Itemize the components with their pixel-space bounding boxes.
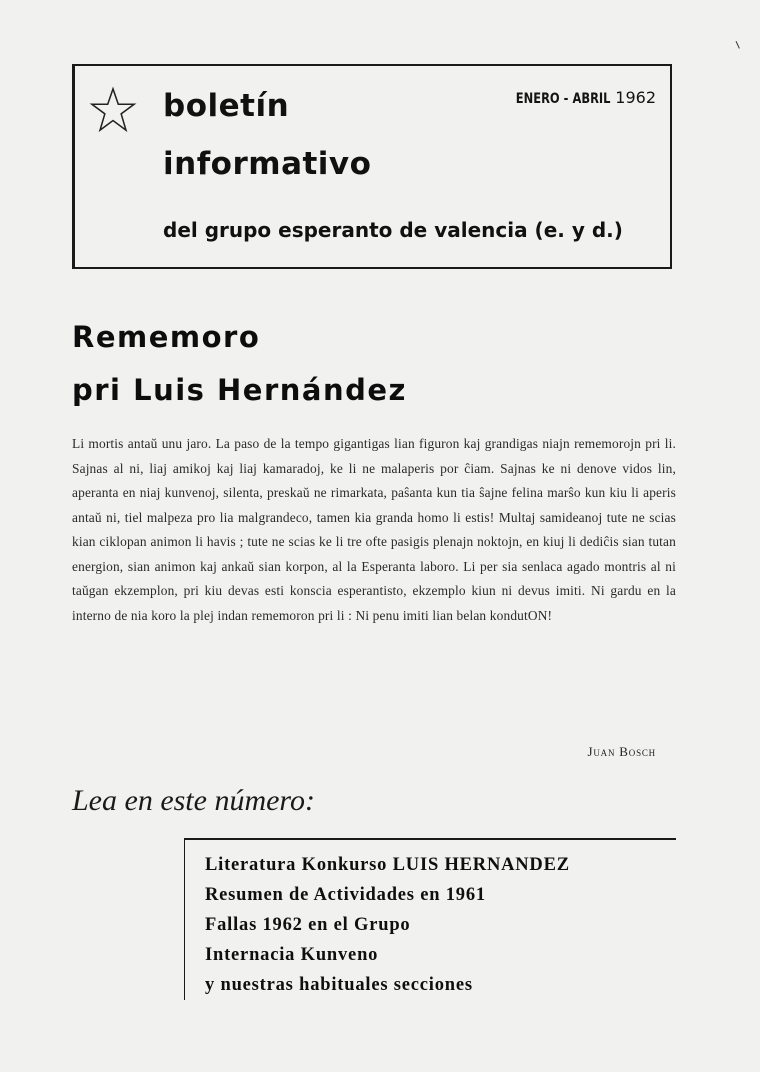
article-body: Li mortis antaŭ unu jaro. La paso de la tempo gigantigas lian figuron kaj grandigas niajn rememorojn pri li. Sajnas al ni, liaj amikoj kaj liaj kamaradoj, ke li ne malaperis por ĉiam. Sajnas ke ni denove vidos lin, aperanta en niaj kunvenoj, silenta, preskaŭ ne rimarkata, paŝanta kun tia ŝajne felina marŝo kun kiu li aperis antaŭ ni, tiel malpeza pro lia malgrandeco, tamen kia granda homo li estis! Multaj samideanoj tute ne scias kian ciklopan animon li havis ; tute ne scias ke li tre ofte pasigis plenajn noktojn, en kiuj li dediĉis sian tutan energion, sian animon kaj ankaŭ sian korpon, al la Esperanta laboro. Li per sia senlaca agado montris al ni taŭgan ekzemplon, pri kiu devas esti konscia esperantisto, ekzemplo kiun ni devus imiti. Ni gardu en la interno de nia koro la plej indan rememoron pri li : Ni penu imiti lian belan kondutON! bbox=[72, 436, 676, 623]
contents-box bbox=[184, 838, 676, 1000]
issue-date bbox=[495, 88, 656, 107]
masthead-title-line2: informativo bbox=[163, 146, 372, 182]
contents-item: y nuestras habituales secciones bbox=[205, 975, 473, 995]
masthead-title-line1: boletín bbox=[163, 88, 290, 124]
contents-item: Fallas 1962 en el Grupo bbox=[205, 915, 411, 935]
contents-item: Literatura Konkurso LUIS HERNANDEZ bbox=[205, 855, 570, 875]
contents-list bbox=[185, 840, 676, 1000]
scan-mark bbox=[736, 39, 744, 48]
issue-year: 1962 bbox=[615, 88, 656, 107]
article-author: Juan Bosch bbox=[587, 744, 656, 759]
contents-heading: Lea en este número: bbox=[72, 784, 315, 817]
masthead bbox=[72, 64, 672, 269]
issue-months: ENERO - ABRIL bbox=[515, 91, 611, 107]
article-headline-line1: Rememoro bbox=[72, 320, 261, 354]
contents-item: Internacia Kunveno bbox=[205, 945, 379, 965]
star-outline-icon bbox=[89, 86, 137, 134]
masthead-subtitle: del grupo esperanto de valencia (e. y d.) bbox=[163, 218, 623, 242]
article-headline-line2: pri Luis Hernández bbox=[72, 373, 407, 407]
contents-item: Resumen de Actividades en 1961 bbox=[205, 885, 486, 905]
